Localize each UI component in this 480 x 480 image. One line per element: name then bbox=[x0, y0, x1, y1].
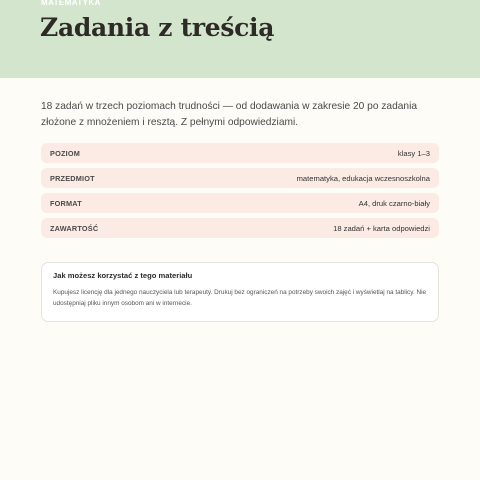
detail-value: 18 zadań + karta odpowiedzi bbox=[333, 223, 430, 233]
license-title: Jak możesz korzystać z tego materiału bbox=[53, 271, 193, 280]
detail-row-subject bbox=[41, 168, 439, 188]
detail-value: matematyka, edukacja wczesnoszkolna bbox=[296, 173, 430, 183]
page-title: Zadania z treścią bbox=[40, 13, 275, 42]
detail-key: POZIOM bbox=[50, 148, 80, 158]
subject-eyebrow: MATEMATYKA bbox=[41, 0, 101, 7]
header-banner bbox=[0, 0, 480, 78]
detail-key: ZAWARTOŚĆ bbox=[50, 223, 99, 233]
license-body: Kupujesz licencję dla jednego nauczyciela lub terapeuty. Drukuj bez ograniczeń na potrzeby swoich zajęć i wyświetlaj na tablicy. Nie udostępniaj pliku innym osobom ani w internecie. bbox=[53, 289, 427, 308]
detail-value: A4, druk czarno-biały bbox=[358, 198, 430, 208]
details-list bbox=[41, 143, 439, 243]
license-note-card bbox=[41, 262, 439, 322]
detail-key: PRZEDMIOT bbox=[50, 173, 95, 183]
detail-value: klasy 1–3 bbox=[397, 148, 430, 158]
detail-key: FORMAT bbox=[50, 198, 82, 208]
detail-row-contents bbox=[41, 218, 439, 238]
intro-description: 18 zadań w trzech poziomach trudności — od dodawania w zakresie 20 po zadania złożone z mnożeniem i resztą. Z pełnymi odpowiedziami. bbox=[41, 101, 418, 128]
detail-row-level bbox=[41, 143, 439, 163]
detail-row-format bbox=[41, 193, 439, 213]
